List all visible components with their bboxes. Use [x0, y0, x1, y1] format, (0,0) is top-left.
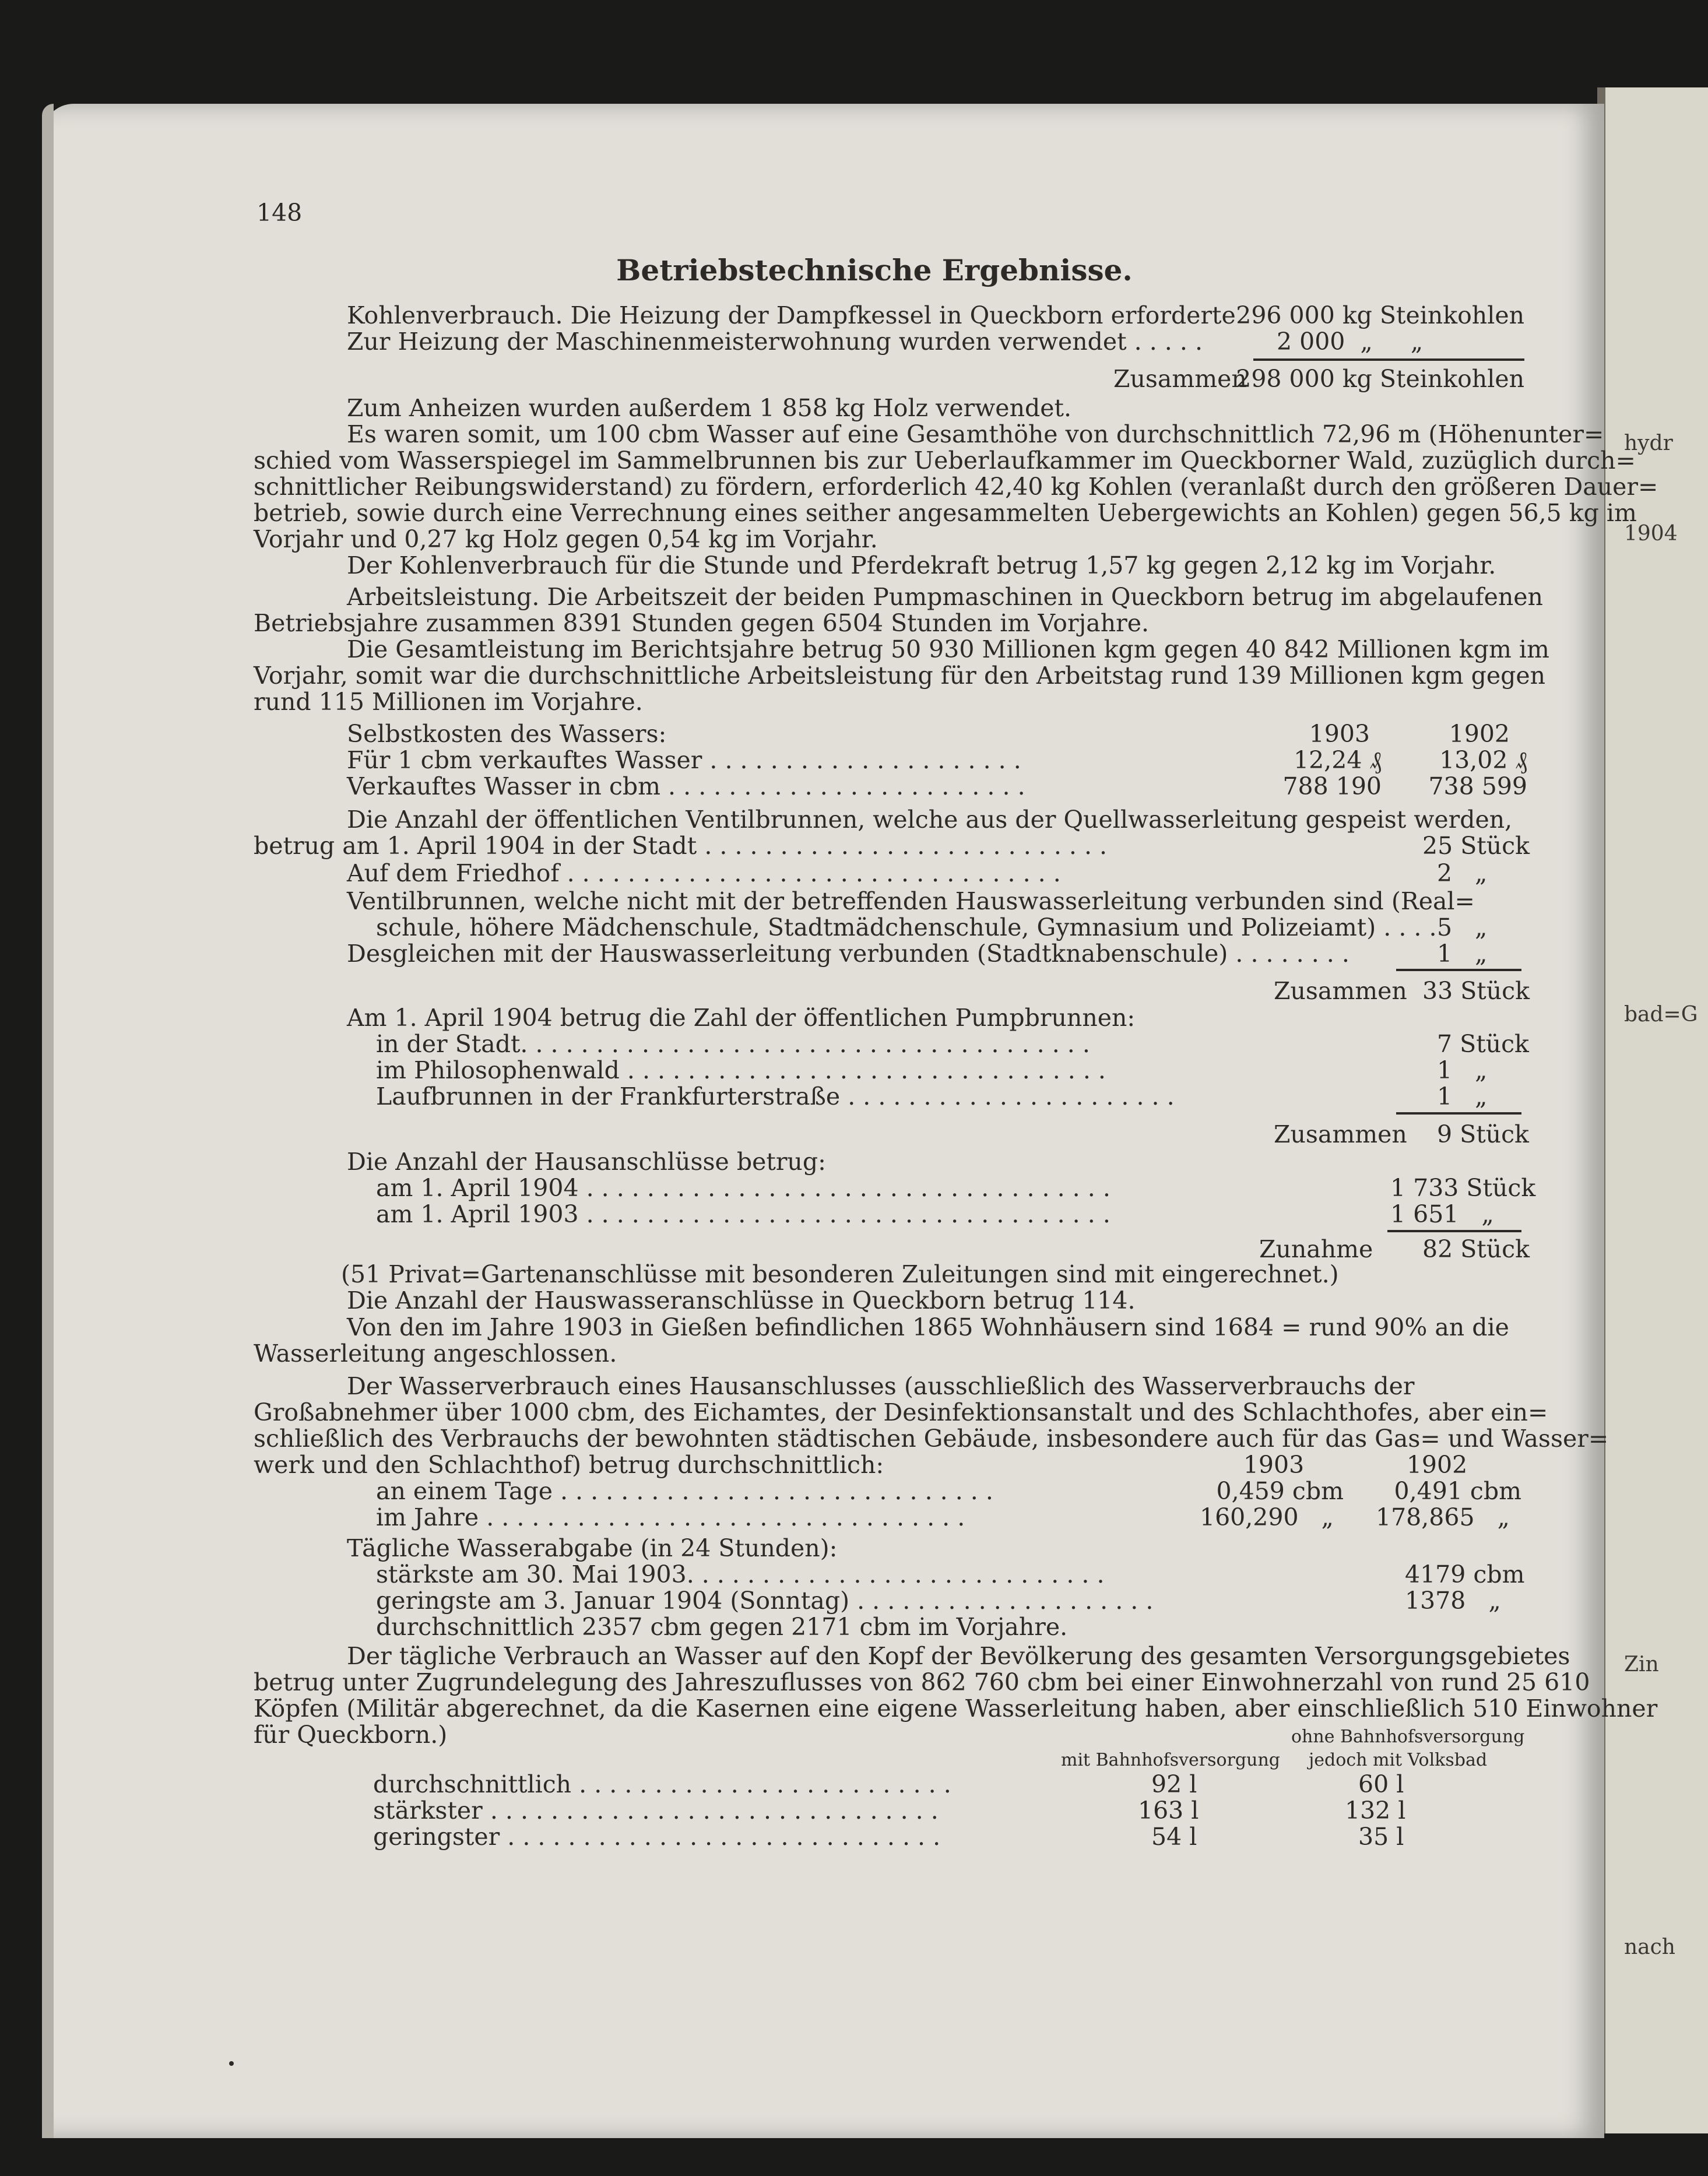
- next-page-fragment: bad=G: [1624, 1003, 1698, 1027]
- paragraph-line: Von den im Jahre 1903 in Gießen befindlichen 1865 Wohnhäusern sind 1684 = rund 90% an die: [347, 1313, 1509, 1341]
- verbrauch-year-1902: 1902: [1406, 1451, 1468, 1479]
- taeglich-heading: Tägliche Wasserabgabe (in 24 Stunden):: [347, 1534, 838, 1562]
- pump-total-value: 9 Stück: [1437, 1120, 1529, 1148]
- next-page-fragment: nach: [1624, 1935, 1675, 1959]
- ventil-row-value: 5 „: [1437, 913, 1488, 941]
- haus-total-label: Zunahme: [1259, 1235, 1373, 1263]
- page-edge: [42, 104, 54, 2138]
- kopf-row-label: geringster . . . . . . . . . . . . . . . . . . . . . . . . . . . . .: [373, 1823, 941, 1851]
- coal-line-2: Zur Heizung der Maschinenmeisterwohnung wurden verwendet . . . . .: [347, 328, 1203, 356]
- paragraph-line: Vorjahr, somit war die durchschnittliche Arbeitsleistung für den Arbeitstag rund 139 Millionen kgm gegen: [254, 662, 1546, 690]
- haus-intro: Die Anzahl der Hausanschlüsse betrug:: [347, 1148, 826, 1176]
- verbrauch-row-value-1903: 160,290 „: [1200, 1503, 1334, 1531]
- next-page-fragment: Zin: [1624, 1653, 1659, 1676]
- haus-queckborn: Die Anzahl der Hauswasseranschlüsse in Queckborn betrug 114.: [347, 1286, 1136, 1314]
- kopf-row-value-2: 35 l: [1358, 1823, 1404, 1851]
- coal-total-label: Zusammen: [1113, 365, 1247, 393]
- cost-row-value-1903: 12,24 ₰: [1294, 746, 1382, 774]
- haus-row-value: 1 733 Stück: [1390, 1174, 1536, 1202]
- cost-row-value-1903: 788 190: [1282, 772, 1382, 800]
- haus-row-value: 1 651 „: [1390, 1200, 1494, 1228]
- kopf-row-value-2: 60 l: [1358, 1770, 1404, 1798]
- sum-rule: [1396, 1112, 1521, 1115]
- verbrauch-row-value-1902: 178,865 „: [1376, 1503, 1510, 1531]
- paragraph-line: betrug unter Zugrundelegung des Jahreszuflusses von 862 760 cbm bei einer Einwohnerzahl von rund 25 610: [254, 1668, 1590, 1696]
- ventil-row-value: 2 „: [1437, 859, 1488, 887]
- cost-year-1902: 1902: [1449, 720, 1510, 748]
- paragraph-line: schließlich des Verbrauchs der bewohnten städtischen Gebäude, insbesondere auch für das Gas= und Wasser=: [254, 1425, 1609, 1453]
- pump-row-value: 7 Stück: [1437, 1030, 1529, 1058]
- ventil-intro: Die Anzahl der öffentlichen Ventilbrunnen, welche aus der Quellwasserleitung gespeist werden,: [347, 806, 1513, 834]
- paragraph-line: Es waren somit, um 100 cbm Wasser auf eine Gesamthöhe von durchschnittlich 72,96 m (Höhenunter=: [347, 420, 1604, 448]
- haus-total-value: 82 Stück: [1422, 1235, 1530, 1263]
- verbrauch-row-value-1902: 0,491 cbm: [1394, 1477, 1521, 1505]
- next-page-fragment: hydr: [1624, 431, 1673, 455]
- taeglich-row-label: stärkste am 30. Mai 1903. . . . . . . . . . . . . . . . . . . . . . . . . . . .: [376, 1560, 1105, 1588]
- paragraph-line: Wasserleitung angeschlossen.: [254, 1340, 617, 1368]
- sum-rule: [1387, 1230, 1521, 1232]
- page-title: Betriebstechnische Ergebnisse.: [616, 253, 1133, 287]
- paragraph-line: betrieb, sowie durch eine Verrechnung eines seither angesammelten Uebergewichts an Kohlen) gegen 56,5 kg im: [254, 499, 1637, 527]
- ventil-total-value: 33 Stück: [1422, 977, 1530, 1005]
- pump-row-value: 1 „: [1437, 1082, 1488, 1110]
- paragraph-line: schnittlicher Reibungswiderstand) zu fördern, erforderlich 42,40 kg Kohlen (veranlaßt durch den größeren Dauer=: [254, 473, 1658, 501]
- pump-row-label: Laufbrunnen in der Frankfurterstraße . . . . . . . . . . . . . . . . . . . . . .: [376, 1082, 1175, 1110]
- pump-row-value: 1 „: [1437, 1056, 1488, 1084]
- coal-line-1: Kohlenverbrauch. Die Heizung der Dampfkessel in Queckborn erforderte: [347, 301, 1236, 329]
- paragraph-line: Der Kohlenverbrauch für die Stunde und Pferdekraft betrug 1,57 kg gegen 2,12 kg im Vorjahr.: [347, 551, 1496, 579]
- kopf-row-label: stärkster . . . . . . . . . . . . . . . . . . . . . . . . . . . . . .: [373, 1797, 939, 1825]
- paragraph-line: Betriebsjahre zusammen 8391 Stunden gegen 6504 Stunden im Vorjahre.: [254, 609, 1149, 637]
- ventil-row-label: schule, höhere Mädchenschule, Stadtmädchenschule, Gymnasium und Polizeiamt) . . . .: [376, 913, 1437, 941]
- cost-row-label: Verkauftes Wasser in cbm . . . . . . . . . . . . . . . . . . . . . . . .: [347, 772, 1025, 800]
- paragraph-line: rund 115 Millionen im Vorjahre.: [254, 688, 643, 716]
- ventil-total-label: Zusammen: [1274, 977, 1407, 1005]
- cost-row-value-1902: 13,02 ₰: [1439, 746, 1527, 774]
- pump-intro: Am 1. April 1904 betrug die Zahl der öffentlichen Pumpbrunnen:: [347, 1004, 1136, 1032]
- paragraph-line: Köpfen (Militär abgerechnet, da die Kasernen eine eigene Wasserleitung haben, aber einschließlich 510 Einwohner: [254, 1695, 1658, 1722]
- kopf-row-value-1: 54 l: [1151, 1823, 1197, 1851]
- sum-rule: [1253, 358, 1524, 361]
- pump-total-label: Zusammen: [1274, 1120, 1407, 1148]
- ventil-row-label: betrug am 1. April 1904 in der Stadt . . . . . . . . . . . . . . . . . . . . . . . . . . .: [254, 832, 1108, 860]
- kopf-col2-header: ohne Bahnhofsversorgung: [1291, 1727, 1525, 1747]
- kopf-col1-header: mit Bahnhofsversorgung: [1061, 1750, 1280, 1770]
- verbrauch-row-label: an einem Tage . . . . . . . . . . . . . . . . . . . . . . . . . . . . .: [376, 1477, 993, 1505]
- cost-heading: Selbstkosten des Wassers:: [347, 720, 667, 748]
- paragraph-line: Der Wasserverbrauch eines Hausanschlusses (ausschließlich des Wasserverbrauchs der: [347, 1372, 1415, 1400]
- paragraph-line: für Queckborn.): [254, 1721, 448, 1749]
- paragraph-line: Arbeitsleistung. Die Arbeitszeit der beiden Pumpmaschinen in Queckborn betrug im abgelaufenen: [347, 583, 1543, 611]
- paragraph-line: Vorjahr und 0,27 kg Holz gegen 0,54 kg im Vorjahr.: [254, 525, 878, 553]
- taeglich-row-label: geringste am 3. Januar 1904 (Sonntag) . . . . . . . . . . . . . . . . . . . .: [376, 1587, 1154, 1615]
- ventil-row-label: Desgleichen mit der Hauswasserleitung verbunden (Stadtknabenschule) . . . . . . . .: [347, 940, 1349, 968]
- kopf-row-value-1: 92 l: [1151, 1770, 1197, 1798]
- next-page-edge: [1597, 87, 1708, 2133]
- paragraph-line: schied vom Wasserspiegel im Sammelbrunnen bis zur Ueberlaufkammer im Queckborner Wald, zuzüglich durch=: [254, 447, 1636, 474]
- cost-row-value-1902: 738 599: [1428, 772, 1527, 800]
- haus-note: (51 Privat=Gartenanschlüsse mit besonderen Zuleitungen sind mit eingerechnet.): [341, 1260, 1339, 1288]
- ventil-row-label: Auf dem Friedhof . . . . . . . . . . . . . . . . . . . . . . . . . . . . . . . . .: [347, 859, 1061, 887]
- kopf-row-value-2: 132 l: [1345, 1797, 1406, 1825]
- verbrauch-row-value-1903: 0,459 cbm: [1216, 1477, 1344, 1505]
- paragraph-line: Die Gesamtleistung im Berichtsjahre betrug 50 930 Millionen kgm gegen 40 842 Millionen kgm im: [347, 635, 1549, 663]
- ventil-row-value: 25 Stück: [1422, 832, 1530, 860]
- coal-total-value: 298 000 kg Steinkohlen: [1236, 365, 1524, 393]
- pump-row-label: in der Stadt. . . . . . . . . . . . . . . . . . . . . . . . . . . . . . . . . . . . . .: [376, 1030, 1090, 1058]
- taeglich-average: durchschnittlich 2357 cbm gegen 2171 cbm im Vorjahre.: [376, 1613, 1068, 1641]
- paragraph-line: Der tägliche Verbrauch an Wasser auf den Kopf der Bevölkerung des gesamten Versorgungsgebietes: [347, 1642, 1570, 1670]
- coal-wood: Zum Anheizen wurden außerdem 1 858 kg Holz verwendet.: [347, 394, 1071, 422]
- haus-row-label: am 1. April 1903 . . . . . . . . . . . . . . . . . . . . . . . . . . . . . . . . . . .: [376, 1200, 1110, 1228]
- page-number: 148: [256, 199, 303, 227]
- sum-rule: [1396, 969, 1521, 971]
- verbrauch-row-label: im Jahre . . . . . . . . . . . . . . . . . . . . . . . . . . . . . . . .: [376, 1503, 965, 1531]
- verbrauch-year-1903: 1903: [1243, 1451, 1305, 1479]
- ventil-row-value: 1 „: [1437, 940, 1488, 968]
- kopf-col2-header: jedoch mit Volksbad: [1309, 1750, 1488, 1770]
- kopf-row-value-1: 163 l: [1138, 1797, 1199, 1825]
- pump-row-label: im Philosophenwald . . . . . . . . . . . . . . . . . . . . . . . . . . . . . . . .: [376, 1056, 1106, 1084]
- ink-speck: [229, 2061, 234, 2066]
- haus-row-label: am 1. April 1904 . . . . . . . . . . . . . . . . . . . . . . . . . . . . . . . . . . .: [376, 1174, 1110, 1202]
- paragraph-line: Großabnehmer über 1000 cbm, des Eichamtes, der Desinfektionsanstalt und des Schlachthofes, aber ein=: [254, 1398, 1548, 1426]
- next-page-fragment: 1904: [1624, 522, 1678, 546]
- coal-line-2-value: 2 000 „ „: [1277, 328, 1424, 356]
- taeglich-row-value: 4179 cbm: [1405, 1560, 1525, 1588]
- coal-line-1-value: 296 000 kg Steinkohlen: [1236, 301, 1524, 329]
- taeglich-row-value: 1378 „: [1405, 1587, 1501, 1615]
- paragraph-line: werk und den Schlachthof) betrug durchschnittlich:: [254, 1451, 884, 1479]
- cost-year-1903: 1903: [1309, 720, 1370, 748]
- kopf-row-label: durchschnittlich . . . . . . . . . . . . . . . . . . . . . . . . .: [373, 1770, 951, 1798]
- ventil-row-label: Ventilbrunnen, welche nicht mit der betreffenden Hauswasserleitung verbunden sind (Real=: [347, 887, 1475, 915]
- cost-row-label: Für 1 cbm verkauftes Wasser . . . . . . . . . . . . . . . . . . . . .: [347, 746, 1021, 774]
